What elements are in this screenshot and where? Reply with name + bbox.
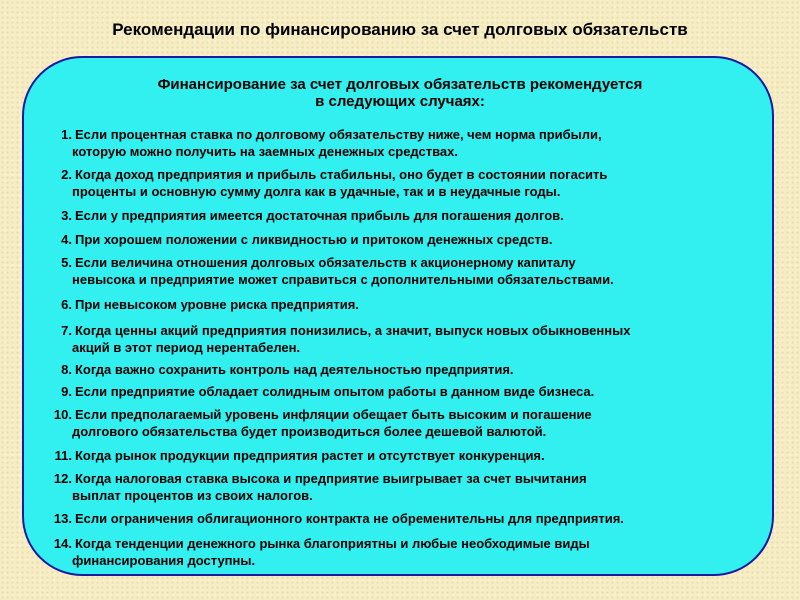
list-item (30, 231, 750, 248)
item-number: 8. (61, 362, 72, 377)
item-number: 4. (61, 232, 72, 247)
list-item (30, 207, 750, 224)
item-text-continuation: которую можно получить на заемных денежных средствах. (72, 144, 458, 159)
item-number: 14. (53, 536, 72, 551)
panel-heading (0, 76, 800, 110)
item-text: Когда налоговая ставка высока и предприятие выигрывает за счет вычитания (75, 471, 587, 486)
item-text: Если ограничения облигационного контракта не обременительны для предприятия. (75, 511, 624, 526)
item-number: 7. (61, 323, 72, 338)
list-item (30, 254, 750, 288)
item-number: 2. (61, 167, 72, 182)
item-text: При невысоком уровне риска предприятия. (75, 297, 359, 312)
list-item (30, 535, 750, 569)
list-item (30, 166, 750, 200)
item-number: 9. (61, 384, 72, 399)
list-item (30, 406, 750, 440)
list-item (30, 361, 750, 378)
item-text-continuation: долгового обязательства будет производиться более дешевой валютой. (72, 424, 547, 439)
slide-title: Рекомендации по финансированию за счет долговых обязательств (112, 20, 688, 39)
item-text: Когда рынок продукции предприятия растет и отсутствует конкуренция. (75, 448, 545, 463)
list-item (30, 470, 750, 504)
item-text-continuation: проценты и основную сумму долга как в удачные, так и в неудачные годы. (72, 184, 561, 199)
list-item (30, 447, 750, 464)
list-item (30, 126, 750, 160)
list-item (30, 383, 750, 400)
item-number: 5. (61, 255, 72, 270)
item-number: 6. (61, 297, 72, 312)
item-text: Если процентная ставка по долговому обязательству ниже, чем норма прибыли, (75, 127, 602, 142)
item-text: Когда доход предприятия и прибыль стабильны, оно будет в состоянии погасить (75, 167, 608, 182)
item-text: При хорошем положении с ликвидностью и притоком денежных средств. (75, 232, 553, 247)
item-text: Если предприятие обладает солидным опытом работы в данном виде бизнеса. (75, 384, 595, 399)
item-text-continuation: выплат процентов из своих налогов. (72, 488, 313, 503)
item-number: 1. (61, 127, 72, 142)
item-text: Если у предприятия имеется достаточная прибыль для погашения долгов. (75, 208, 564, 223)
panel-heading-line2: в следующих случаях: (315, 93, 485, 110)
item-text: Когда тенденции денежного рынка благоприятны и любые необходимые виды (75, 536, 590, 551)
item-number: 10. (53, 407, 72, 422)
item-number: 11. (54, 448, 72, 463)
item-number: 12. (53, 471, 72, 486)
item-text-continuation: акций в этот период нерентабелен. (72, 340, 301, 355)
item-text: Если величина отношения долговых обязательств к акционерному капиталу (75, 255, 576, 270)
item-text: Когда ценны акций предприятия понизились, а значит, выпуск новых обыкновенных (75, 323, 631, 338)
panel-heading-line1: Финансирование за счет долговых обязательств рекомендуется (157, 76, 643, 93)
item-number: 13. (53, 511, 72, 526)
item-number: 3. (61, 208, 72, 223)
list-item (30, 510, 750, 527)
list-item (30, 322, 750, 356)
item-text: Когда важно сохранить контроль над деятельностью предприятия. (75, 362, 514, 377)
item-text-continuation: финансирования доступны. (72, 553, 256, 568)
list-item (30, 296, 750, 313)
item-text: Если предполагаемый уровень инфляции обещает быть высоким и погашение (75, 407, 592, 422)
item-text-continuation: невысока и предприятие может справиться с дополнительными обязательствами. (72, 272, 614, 287)
